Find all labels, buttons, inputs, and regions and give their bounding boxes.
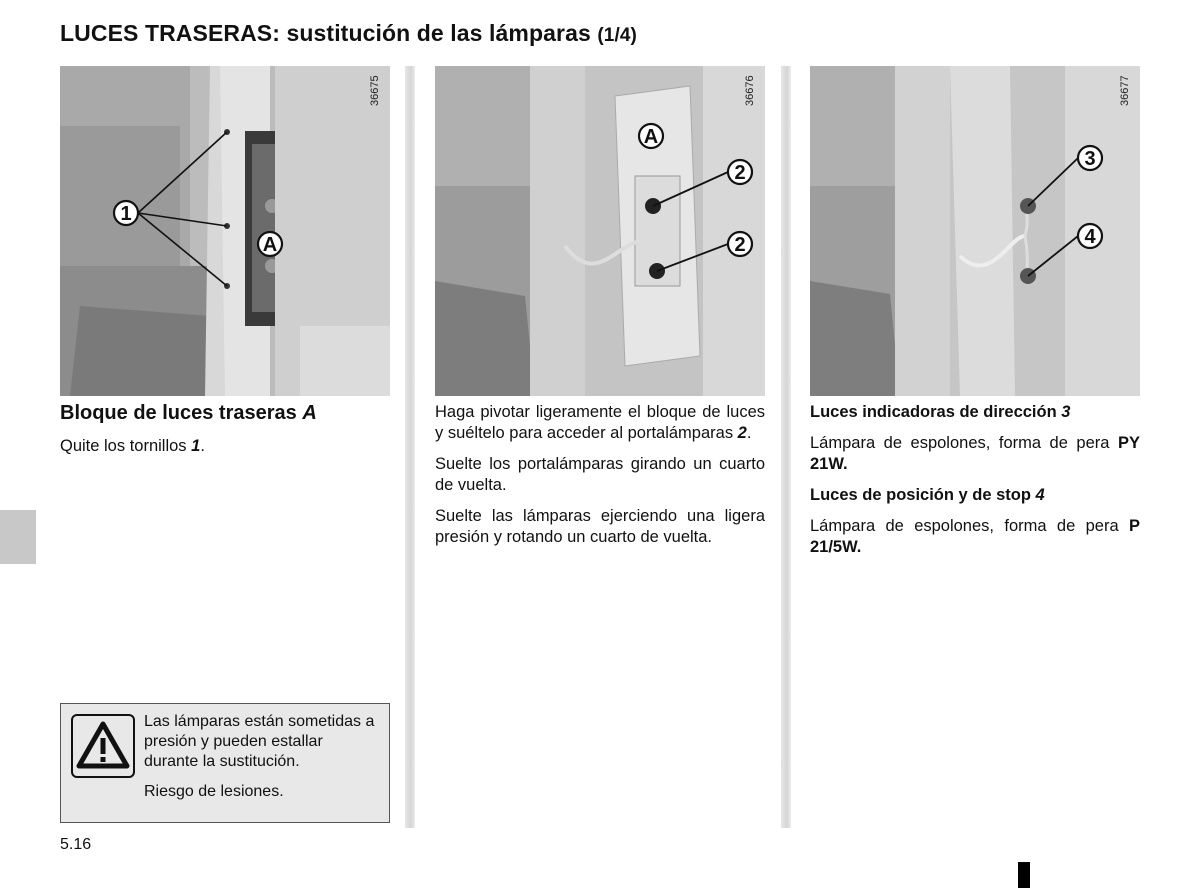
instruction-release-holders: Suelte los portalámparas girando un cuarto de vuelta. <box>435 455 765 494</box>
callout-4 <box>1078 224 1102 248</box>
svg-text:2: 2 <box>734 234 746 256</box>
figure-code: 36676 <box>744 75 756 106</box>
callout-2 <box>728 160 752 184</box>
svg-text:A: A <box>643 126 659 148</box>
heading-text: Bloque de luces traseras <box>60 402 303 424</box>
page-number: 5.16 <box>60 836 92 853</box>
figure-bulbs <box>810 66 1140 396</box>
callout-a <box>258 232 282 256</box>
figure-code: 36677 <box>1119 75 1131 106</box>
column-separator <box>405 66 415 828</box>
figure-code: 36675 <box>369 75 381 106</box>
heading-turn-indicators: Luces indicadoras de dirección 3 <box>810 403 1071 421</box>
section-heading-rear-light-block <box>60 402 317 425</box>
bulb-spec-position-stop: Lámpara de espolones, forma de pera P 21/5W. <box>810 517 1140 556</box>
svg-text:A: A <box>262 234 278 256</box>
instruction-pivot-block: Haga pivotar ligeramente el bloque de luces y suéltelo para acceder al portalámparas 2. <box>435 403 765 442</box>
callout-a <box>639 124 663 148</box>
warning-box <box>60 703 390 823</box>
column-2 <box>435 402 765 558</box>
edge-mark <box>1018 862 1030 888</box>
callout-3 <box>1078 146 1102 170</box>
svg-text:3: 3 <box>1084 148 1096 170</box>
svg-text:4: 4 <box>1084 226 1096 248</box>
page-title <box>60 20 637 47</box>
callout-1 <box>114 201 138 225</box>
warning-triangle-icon <box>71 714 135 778</box>
instruction-release-bulbs: Suelte las lámparas ejerciendo una ligera presión y rotando un cuarto de vuelta. <box>435 507 765 546</box>
bulb-spec-turn-indicators: Lámpara de espolones, forma de pera PY 21W. <box>810 434 1140 473</box>
column-separator <box>781 66 791 828</box>
title-part: (1/4) <box>597 25 637 46</box>
callout-2 <box>728 232 752 256</box>
heading-position-stop: Luces de posición y de stop 4 <box>810 486 1045 504</box>
figure-lamp-holders <box>435 66 765 396</box>
warning-text: Las lámparas están sometidas a presión y pueden estallar durante la sustitución. <box>144 713 375 770</box>
svg-text:1: 1 <box>120 203 132 225</box>
title-main: LUCES TRASERAS: sustitución de las lámparas <box>60 20 591 46</box>
column-3 <box>810 402 1140 568</box>
svg-text:2: 2 <box>734 162 746 184</box>
warning-risk: Riesgo de lesiones. <box>144 783 284 800</box>
instruction-remove-screws: Quite los tornillos 1. <box>60 437 205 455</box>
column-1 <box>60 436 390 467</box>
figure-rear-light-block <box>60 66 390 396</box>
section-tab <box>0 510 36 564</box>
heading-ref: A <box>302 402 317 424</box>
